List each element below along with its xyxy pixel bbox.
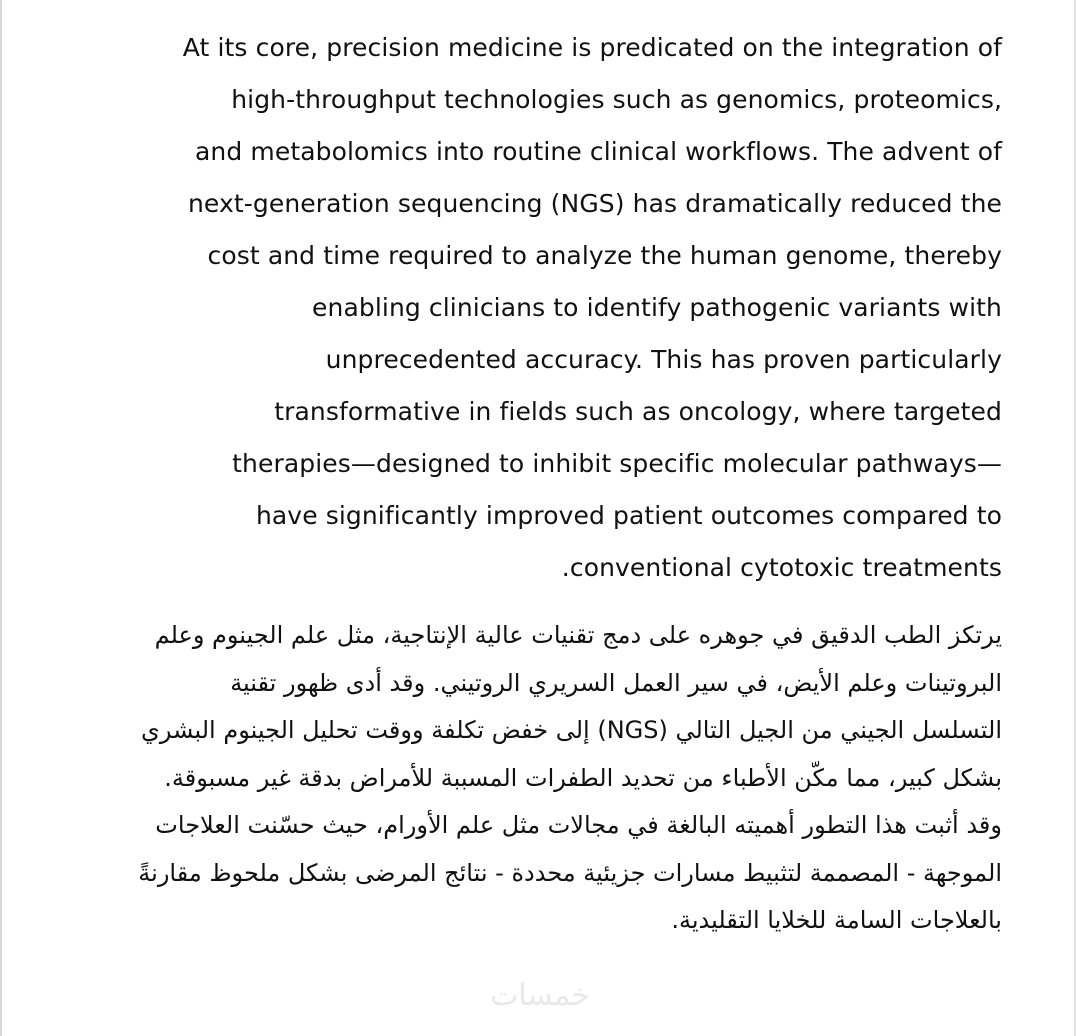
english-line-4: next-generation sequencing (NGS) has dramatically reduced the [187, 189, 1002, 218]
arabic-line-6: الموجهة - المصممة لتثبيط مسارات جزيئية محددة - نتائج المرضى بشكل ملحوظ مقارنةً [138, 858, 1002, 887]
english-line-5: cost and time required to analyze the human genome, thereby [207, 241, 1002, 270]
arabic-line-3: التسلسل الجيني من الجيل التالي (NGS) إلى خفض تكلفة ووقت تحليل الجينوم البشري [141, 716, 1002, 744]
arabic-line-1: يرتكز الطب الدقيق في جوهره على دمج تقنيات عالية الإنتاجية، مثل علم الجينوم وعلم [154, 621, 1002, 649]
english-line-11: .conventional cytotoxic treatments [561, 553, 1002, 582]
arabic-line-7: بالعلاجات السامة للخلايا التقليدية. [671, 906, 1002, 934]
arabic-paragraph [80, 612, 1002, 945]
arabic-line-4: بشكل كبير، مما مكّن الأطباء من تحديد الطفرات المسببة للأمراض بدقة غير مسبوقة. [164, 763, 1002, 792]
english-line-8: transformative in fields such as oncology, where targeted [274, 397, 1002, 426]
english-line-10: have significantly improved patient outcomes compared to [255, 501, 1002, 530]
arabic-line-5: وقد أثبت هذا التطور أهميته البالغة في مجالات مثل علم الأورام، حيث حسّنت العلاجات [155, 811, 1002, 839]
english-line-6: enabling clinicians to identify pathogenic variants with [312, 293, 1002, 322]
arabic-line-2: البروتينات وعلم الأيض، في سير العمل السريري الروتيني. وقد أدى ظهور تقنية [230, 668, 1002, 697]
english-line-9: therapies—designed to inhibit specific molecular pathways— [232, 449, 1002, 478]
english-paragraph [86, 22, 1002, 594]
watermark-logo: خمسات [489, 978, 591, 1013]
english-line-2: high-throughput technologies such as genomics, proteomics, [231, 85, 1002, 114]
english-line-1: At its core, precision medicine is predicated on the integration of [182, 33, 1002, 62]
english-line-3: and metabolomics into routine clinical workflows. The advent of [195, 137, 1002, 166]
english-line-7: unprecedented accuracy. This has proven particularly [325, 345, 1002, 374]
